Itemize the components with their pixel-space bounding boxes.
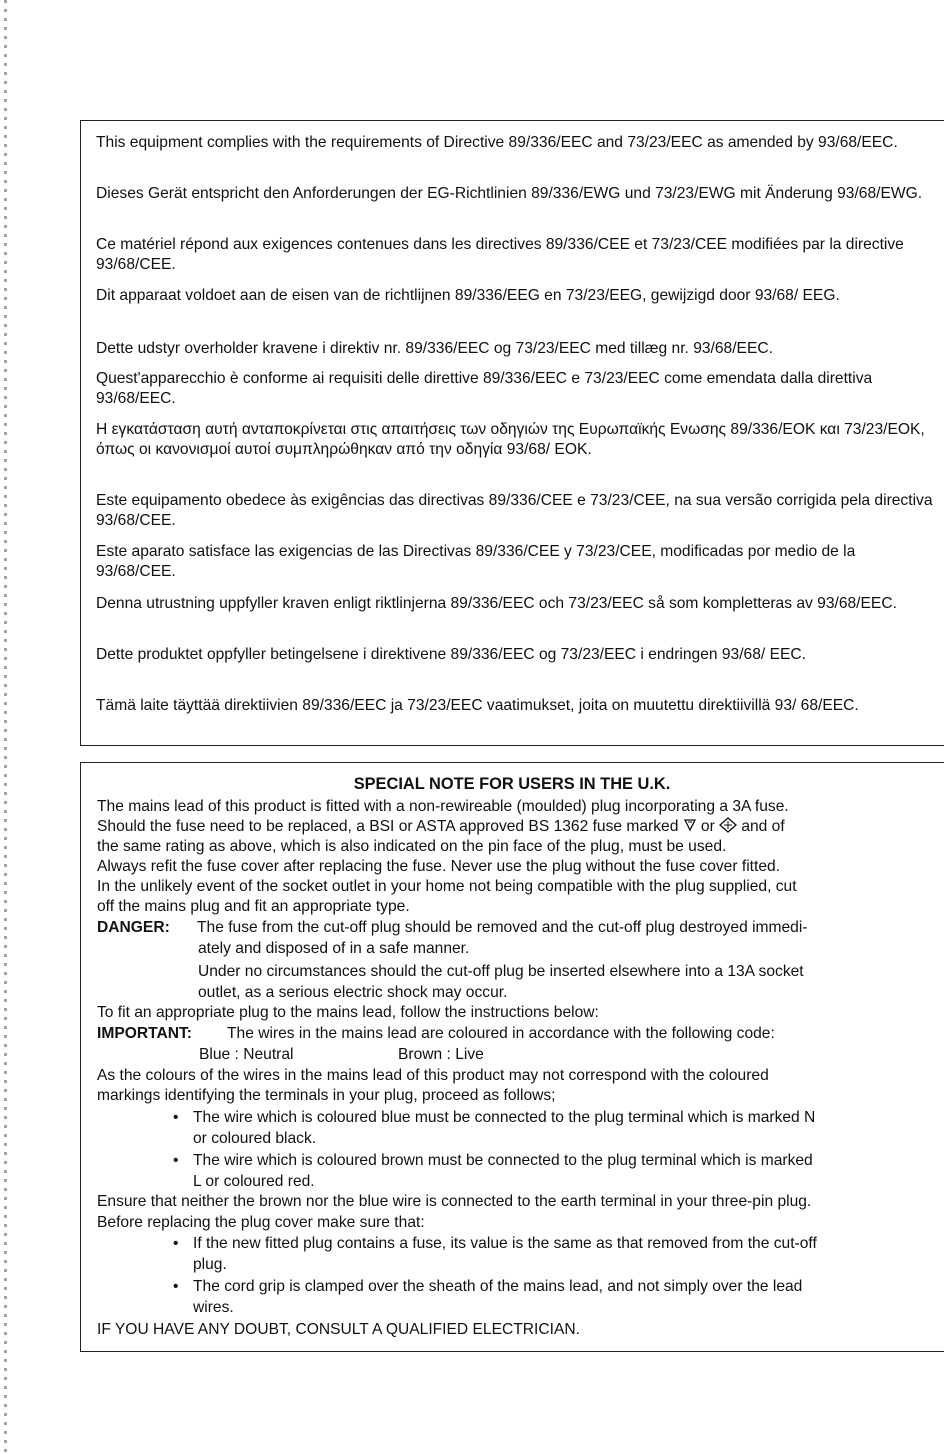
bsi-kitemark-icon (683, 818, 701, 835)
uk-note-line: As the colours of the wires in the mains lead of this product may not correspond with the coloured (97, 1067, 769, 1084)
uk-note-line-fuse (97, 817, 785, 837)
danger-text: outlet, as a serious electric shock may occur. (198, 984, 508, 1001)
bullet-text: If the new fitted plug contains a fuse, its value is the same as that removed from the cut-off (193, 1235, 817, 1252)
uk-note-or: or (700, 818, 715, 835)
danger-text: The fuse from the cut-off plug should be removed and the cut-off plug destroyed immedi- (197, 919, 808, 936)
bullet-text: The cord grip is clamped over the sheath of the mains lead, and not simply over the lead (193, 1278, 803, 1295)
wire-code-brown: Brown : Live (398, 1046, 484, 1063)
bullet-text: The wire which is coloured brown must be connected to the plug terminal which is marked (193, 1152, 813, 1169)
bullet-text: The wire which is coloured blue must be connected to the plug terminal which is marked N (193, 1109, 816, 1126)
wire-code-blue: Blue : Neutral (199, 1046, 294, 1063)
compliance-paragraph-nl: Dit apparaat voldoet aan de eisen van de richtlijnen 89/336/EEG en 73/23/EEG, gewijzigd door 93/68/ EEG. (96, 287, 840, 304)
compliance-paragraph-el: Η εγκατάσταση αυτή ανταποκρίνεται στις απαιτήσεις των οδηγιών της Ευρωπαϊκής Ενωσης 89/336/ΕΟΚ και 73/23/ΕΟΚ, όπως οι κανονισμοί αυτοί συμπληρώθηκαν από την οδηγία 93/68/ ΕΟΚ. (96, 421, 925, 458)
danger-text: Under no circumstances should the cut-off plug be inserted elsewhere into a 13A socket (198, 963, 804, 980)
bullet-text: L or coloured red. (193, 1173, 315, 1190)
compliance-paragraph-fi: Tämä laite täyttää direktiivien 89/336/EEC ja 73/23/EEC vaatimukset, joita on muutettu direktiivillä 93/ 68/EEC. (96, 697, 859, 714)
asta-diamond-icon (719, 818, 741, 835)
bullet-text: plug. (193, 1256, 227, 1273)
important-text: The wires in the mains lead are coloured in accordance with the following code: (227, 1025, 775, 1042)
compliance-paragraph-en: This equipment complies with the requirements of Directive 89/336/EEC and 73/23/EEC as amended by 93/68/EEC. (96, 134, 898, 151)
danger-label: DANGER: (97, 919, 170, 936)
uk-note-line: markings identifying the terminals in your plug, proceed as follows; (97, 1087, 556, 1104)
compliance-paragraph-pt: Este equipamento obedece às exigências das directivas 89/336/CEE e 73/23/CEE, na sua versão corrigida pela directiva 93/68/CEE. (96, 492, 933, 529)
compliance-paragraph-da: Dette udstyr overholder kravene i direktiv nr. 89/336/EEC og 73/23/EEC med tillæg nr. 93/68/EEC. (96, 340, 773, 357)
compliance-paragraph-it: Quest'apparecchio è conforme ai requisiti delle direttive 89/336/EEC e 73/23/EEC come emendata dalla direttiva 93/68/EEC. (96, 370, 873, 407)
uk-note-line: The mains lead of this product is fitted with a non-rewireable (moulded) plug incorporating a 3A fuse. (97, 798, 789, 815)
uk-note-line-text: Should the fuse need to be replaced, a BSI or ASTA approved BS 1362 fuse marked (97, 818, 679, 835)
bullet-marker: • (173, 1235, 179, 1252)
scan-edge-marks (4, 0, 7, 1454)
bullet-text: wires. (193, 1299, 234, 1316)
danger-text: ately and disposed of in a safe manner. (198, 940, 470, 957)
compliance-paragraph-es: Este aparato satisface las exigencias de las Directivas 89/336/CEE y 73/23/CEE, modificadas por medio de la 93/68/CEE. (96, 543, 856, 580)
uk-note-line: off the mains plug and fit an appropriate type. (97, 898, 410, 915)
bullet-marker: • (173, 1109, 179, 1126)
compliance-paragraph-fr: Ce matériel répond aux exigences contenues dans les directives 89/336/CEE et 73/23/CEE modifiées par la directive 93/68/CEE. (96, 236, 904, 273)
compliance-paragraph-sv: Denna utrustning uppfyller kraven enligt riktlinjerna 89/336/EEC och 73/23/EEC så som kompletteras av 93/68/EEC. (96, 595, 897, 612)
bullet-marker: • (173, 1152, 179, 1169)
uk-note-line-text: and of (741, 818, 785, 835)
uk-note-line: the same rating as above, which is also indicated on the pin face of the plug, must be used. (97, 838, 727, 855)
uk-note-line: Ensure that neither the brown nor the blue wire is connected to the earth terminal in your three-pin plug. (97, 1193, 812, 1210)
uk-note-line: Always refit the fuse cover after replacing the fuse. Never use the plug without the fuse cover fitted. (97, 858, 781, 875)
compliance-paragraph-no: Dette produktet oppfyller betingelsene i direktivene 89/336/EEC og 73/23/EEC i endringen 93/68/ EEC. (96, 646, 806, 663)
bullet-text: or coloured black. (193, 1130, 317, 1147)
compliance-paragraph-de: Dieses Gerät entspricht den Anforderungen der EG-Richtlinien 89/336/EWG und 73/23/EWG mit Änderung 93/68/EWG. (96, 185, 923, 202)
uk-note-line: In the unlikely event of the socket outlet in your home not being compatible with the plug supplied, cut (97, 878, 797, 895)
bullet-marker: • (173, 1278, 179, 1295)
uk-note-title: SPECIAL NOTE FOR USERS IN THE U.K. (353, 775, 671, 793)
uk-note-line: Before replacing the plug cover make sure that: (97, 1214, 425, 1231)
uk-note-line: To fit an appropriate plug to the mains lead, follow the instructions below: (97, 1004, 599, 1021)
important-label: IMPORTANT: (97, 1025, 192, 1042)
uk-note-doubt: IF YOU HAVE ANY DOUBT, CONSULT A QUALIFIED ELECTRICIAN. (97, 1321, 580, 1338)
